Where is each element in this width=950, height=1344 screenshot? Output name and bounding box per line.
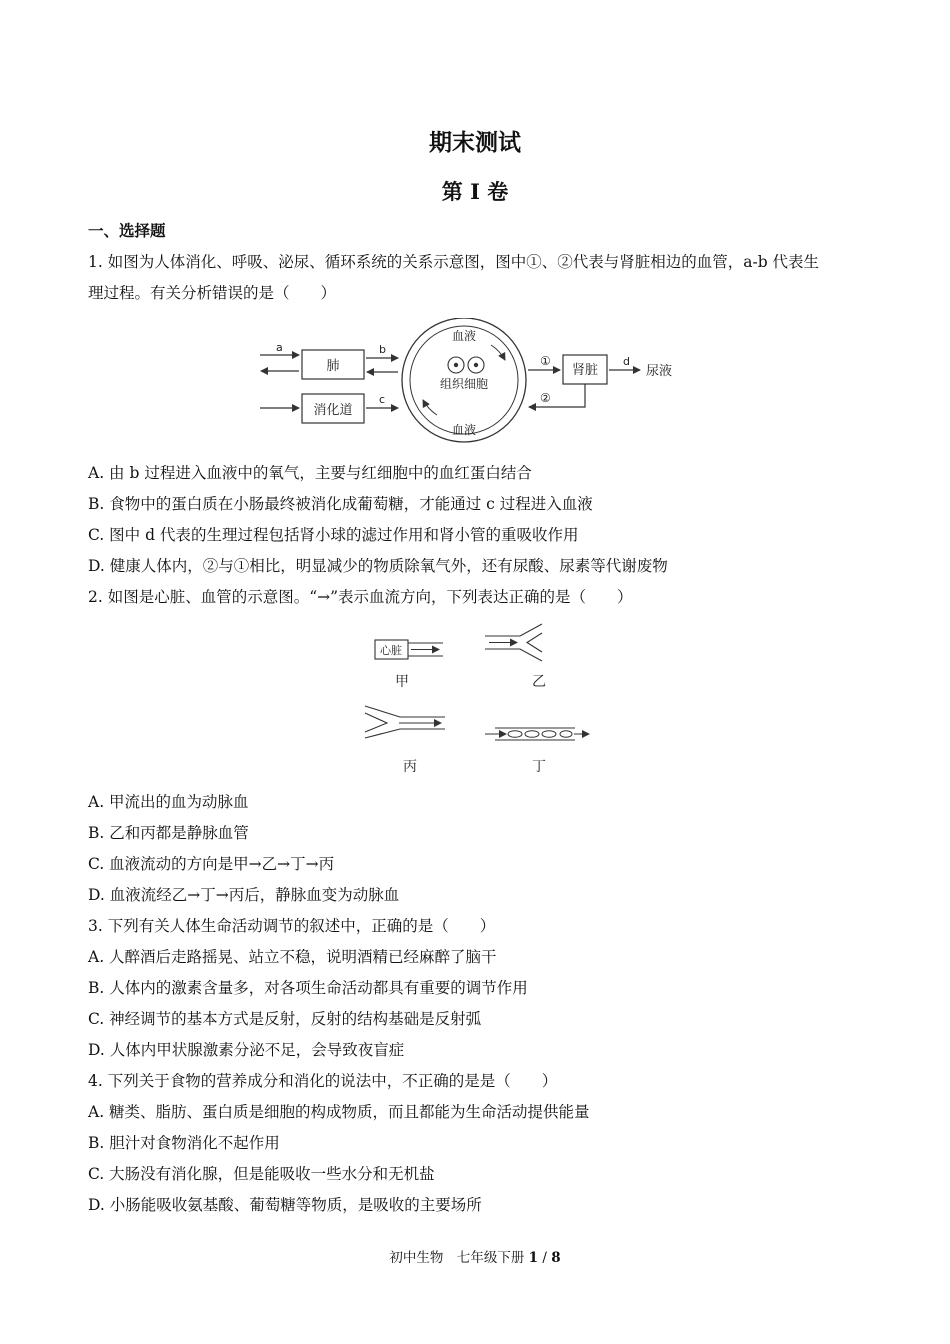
red-blood-cell <box>542 731 556 738</box>
bing-wall-top <box>365 706 445 717</box>
heart-label: 心脏 <box>380 644 402 657</box>
vessel-1-label: ① <box>540 354 551 368</box>
q3-option-b: B. 人体内的激素含量多，对各项生命活动都具有重要的调节作用 <box>88 979 528 997</box>
label-d: d <box>623 355 630 368</box>
page-footer <box>0 1246 950 1266</box>
q2-option-a: A. 甲流出的血为动脉血 <box>88 793 249 811</box>
cell-nucleus-left <box>454 363 458 367</box>
digestive-tract-label: 消化道 <box>313 403 353 418</box>
red-blood-cell <box>525 731 539 738</box>
label-ding: 丁 <box>532 759 546 775</box>
q1-option-b: B. 食物中的蛋白质在小肠最终被消化成葡萄糖，才能通过 c 过程进入血液 <box>88 495 593 513</box>
footer-total-pages: 8 <box>551 1250 561 1266</box>
q3-option-d: D. 人体内甲状腺激素分泌不足，会导致夜盲症 <box>88 1041 405 1059</box>
diagram-jia <box>375 640 443 690</box>
question-2-stem: 2. 如图是心脏、血管的示意图。“→”表示血流方向，下列表达正确的是（ ） <box>88 588 633 606</box>
page-title: 期末测试 <box>429 129 521 156</box>
yi-wall-bottom <box>485 649 542 661</box>
q3-option-c: C. 神经调节的基本方式是反射，反射的结构基础是反射弧 <box>88 1010 482 1028</box>
red-blood-cell <box>560 731 572 738</box>
kidney-label: 肾脏 <box>571 363 599 378</box>
q4-option-c: C. 大肠没有消化腺，但是能吸收一些水分和无机盐 <box>88 1165 435 1183</box>
yi-wall-top <box>485 624 542 636</box>
question-1-stem-line1: 1. 如图为人体消化、呼吸、泌尿、循环系统的关系示意图，图中①、②代表与肾脏相边的血管，a-b 代表生 <box>88 253 820 271</box>
label-yi: 乙 <box>532 674 546 690</box>
blood-label-top: 血液 <box>451 329 477 343</box>
cell-nucleus-right <box>474 363 478 367</box>
q2-heart-vessel-diagram <box>355 620 605 780</box>
q2-option-c: C. 血液流动的方向是甲→乙→丁→丙 <box>88 855 335 873</box>
footer-page-number: 1 <box>528 1250 539 1266</box>
footer-separator: / <box>542 1250 547 1266</box>
q4-option-b: B. 胆汁对食物消化不起作用 <box>88 1134 280 1152</box>
label-jia: 甲 <box>395 674 409 690</box>
q1-circulation-diagram <box>255 318 695 443</box>
page-subtitle: 第 I 卷 <box>441 179 509 204</box>
diagram-bing <box>365 706 445 775</box>
q2-option-b: B. 乙和丙都是静脉血管 <box>88 824 249 842</box>
bing-wall-inner <box>365 713 387 732</box>
question-3-stem: 3. 下列有关人体生命活动调节的叙述中，正确的是（ ） <box>88 917 496 935</box>
q1-option-c: C. 图中 d 代表的生理过程包括肾小球的滤过作用和肾小管的重吸收作用 <box>88 526 579 544</box>
yi-wall-inner <box>527 633 542 652</box>
red-blood-cell <box>508 731 522 738</box>
q3-option-a: A. 人醉酒后走路摇晃、站立不稳，说明酒精已经麻醉了脑干 <box>88 948 497 966</box>
label-bing: 丙 <box>403 759 417 775</box>
footer-subject: 初中生物 七年级下册 <box>389 1250 525 1266</box>
question-4-stem: 4. 下列关于食物的营养成分和消化的说法中，不正确的是是（ ） <box>88 1072 558 1090</box>
vessel-2-label: ② <box>540 391 551 405</box>
q4-option-d: D. 小肠能吸收氨基酸、葡萄糖等物质，是吸收的主要场所 <box>88 1196 482 1214</box>
blood-label-bottom: 血液 <box>451 423 477 437</box>
tissue-cells-label: 组织细胞 <box>439 377 489 391</box>
q1-option-a: A. 由 b 过程进入血液中的氧气，主要与红细胞中的血红蛋白结合 <box>88 464 532 482</box>
vessel-2-arrow <box>529 384 585 407</box>
q1-option-d: D. 健康人体内，②与①相比，明显减少的物质除氧气外，还有尿酸、尿素等代谢废物 <box>88 557 668 575</box>
label-a: a <box>276 341 283 354</box>
section-heading: 一、选择题 <box>88 221 166 240</box>
diagram-yi <box>485 624 546 690</box>
label-c: c <box>379 393 386 406</box>
q2-option-d: D. 血液流经乙→丁→丙后，静脉血变为动脉血 <box>88 886 400 904</box>
label-b: b <box>379 343 386 356</box>
urine-label: 尿液 <box>646 364 673 379</box>
q4-option-a: A. 糖类、脂肪、蛋白质是细胞的构成物质，而且都能为生命活动提供能量 <box>88 1103 590 1121</box>
diagram-ding <box>485 728 589 775</box>
bing-wall-bottom <box>365 729 445 738</box>
lung-label: 肺 <box>326 359 340 374</box>
question-1-stem-line2: 理过程。有关分析错误的是（ ） <box>88 284 337 302</box>
